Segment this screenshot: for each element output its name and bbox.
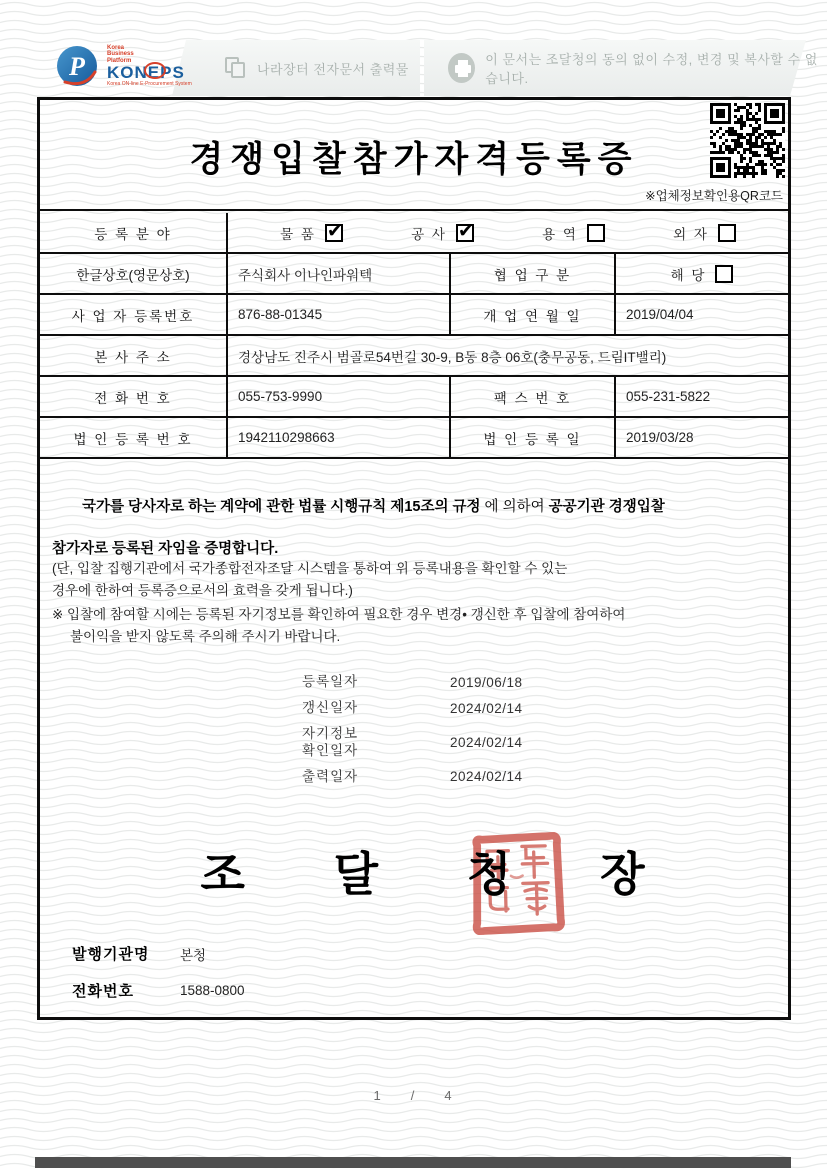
corp-date-value: 2019/03/28 (626, 430, 694, 445)
option-foreign (673, 223, 736, 243)
statement-line1 (82, 497, 774, 519)
certificate-title: 경쟁입찰참가자격등록증 (189, 140, 639, 179)
biz-no-label: 사 업 자 등록번호 (40, 295, 228, 334)
logo-tagline-top: Korea Business Platform (107, 45, 134, 64)
printer-icon (448, 53, 475, 83)
table-row-phone (40, 377, 788, 418)
phone-value: 1588-0800 (180, 983, 245, 998)
coop-label: 협 업 구 분 (451, 254, 616, 293)
table-row-company (40, 254, 788, 295)
phone-row (72, 980, 245, 1001)
page-separator: / (410, 1088, 417, 1103)
qr-code (710, 103, 785, 178)
option-foreign-label: 외 자 (673, 226, 709, 242)
copy-document-icon (225, 57, 247, 79)
coop-checkbox (715, 265, 733, 283)
logo-brand-text: KONEPS (107, 62, 185, 82)
title-section (40, 100, 788, 211)
phone-label: 전화번호 (72, 983, 134, 1000)
corp-no-label: 법 인 등 록 번 호 (40, 418, 228, 457)
table-row-address (40, 336, 788, 377)
corp-no-value: 1942110298663 (228, 418, 451, 457)
company-value: 주식회사 이나인파워텍 (228, 254, 451, 293)
svg-text:P: P (69, 52, 85, 81)
open-date-value: 2019/04/04 (626, 307, 694, 322)
caution-line2: 불이익을 받지 않도록 주의해 주시기 바랍니다. (70, 629, 341, 645)
reg-category-options (228, 213, 788, 252)
table-row-category (40, 213, 788, 254)
table-row-corpno (40, 418, 788, 459)
hq-addr-label: 본 사 주 소 (40, 336, 228, 375)
koneps-logo (55, 42, 192, 90)
date-row-registered: 등록일자 2019/06/18 (302, 674, 523, 690)
statement-law: 국가를 당사자로 하는 계약에 관한 법률 시행규칙 제15조의 규정 (82, 499, 481, 515)
qr-caption: ※업체정보확인용QR코드 (645, 189, 783, 203)
registration-table (40, 213, 788, 459)
statement-bid: 공공기관 경쟁입찰 (548, 499, 665, 515)
fax-label: 팩 스 번 호 (451, 377, 616, 416)
table-row-bizno (40, 295, 788, 336)
date-row-selfinfo: 자기정보 확인일자 2024/02/14 (302, 725, 523, 758)
biz-no-value: 876-88-01345 (228, 295, 451, 334)
parenthetical-note: (단, 입찰 집행기관에서 국가종합전자조달 시스템을 통하여 위 등록내용을 확인할 수 있는 경우에 한하여 등록증으로서의 효력을 갖게 됩니다.) (52, 561, 568, 598)
option-construction (411, 223, 474, 243)
copy-protection-notice: 이 문서는 조달청의 동의 없이 수정, 변경 및 복사할 수 없습니다. (485, 52, 818, 86)
certificate-box (37, 97, 791, 1020)
fax-value: 055-231-5822 (626, 389, 711, 404)
open-date-label: 개 업 연 월 일 (451, 295, 616, 334)
option-foreign-checkbox (718, 224, 736, 242)
caution-note (52, 604, 778, 649)
hq-addr-value: 경상남도 진주시 범골로54번길 30-9, B동 8층 06호(충무공동, 드림IT밸리) (238, 349, 667, 365)
koneps-logo-mark-icon (55, 42, 101, 90)
notice-group (448, 40, 827, 96)
page-number (0, 1088, 827, 1103)
issuer-title: 조 달 청 장 (200, 848, 683, 900)
caution-line1: ※ 입찰에 참여할 시에는 등록된 자기정보를 확인하여 필요한 경우 변경• 갱신한 후 입찰에 참여하여 (52, 607, 626, 622)
issuing-org-value: 본청 (180, 947, 207, 963)
option-services (542, 223, 605, 243)
header-ribbon (0, 40, 827, 96)
statement-mid: 에 의하여 (480, 499, 549, 515)
option-services-label: 용 역 (542, 226, 578, 242)
option-goods-checkbox (325, 224, 343, 242)
logo-red-ring (144, 62, 166, 79)
page-total: 4 (444, 1088, 454, 1103)
option-goods-label: 물 품 (280, 226, 316, 242)
date-list (302, 674, 632, 794)
logo-tagline-bottom: Korea ON-line E-Procurement System (107, 80, 192, 87)
option-services-checkbox (587, 224, 605, 242)
page-current: 1 (373, 1088, 383, 1103)
option-construction-label: 공 사 (411, 226, 447, 242)
issuing-org-row (72, 943, 206, 964)
option-goods (280, 223, 343, 243)
date-row-renewed: 갱신일자 2024/02/14 (302, 699, 523, 716)
company-label: 한글상호(영문상호) (40, 254, 228, 293)
reg-category-label: 등 록 분 야 (40, 213, 228, 252)
print-label-group (225, 40, 409, 96)
tel-value: 055-753-9990 (228, 377, 451, 416)
print-label: 나라장터 전자문서 출력물 (257, 61, 409, 77)
coop-option-label: 해 당 (670, 267, 707, 283)
tel-label: 전 화 번 호 (40, 377, 228, 416)
statement-line2: 참가자로 등록된 자임을 증명합니다. (52, 541, 279, 557)
next-page-edge (35, 1157, 791, 1168)
date-row-printed: 출력일자 2024/02/14 (302, 768, 523, 785)
corp-date-label: 법 인 등 록 일 (451, 418, 616, 457)
option-construction-checkbox (456, 224, 474, 242)
issuing-org-label: 발행기관명 (72, 946, 150, 963)
coop-value (616, 254, 788, 293)
